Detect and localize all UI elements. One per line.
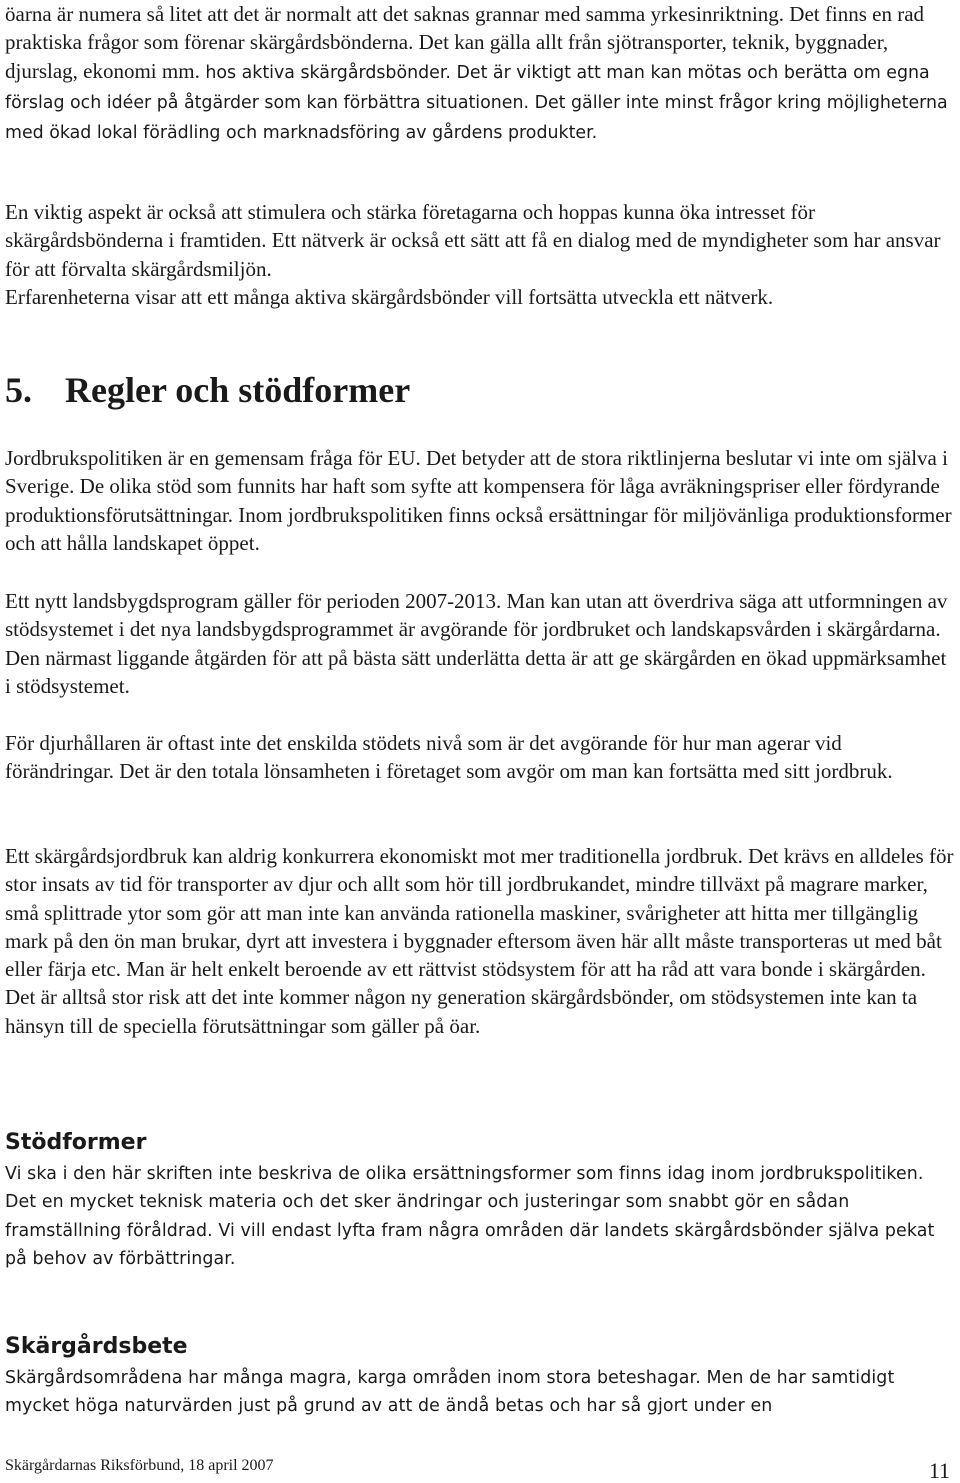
intro-paragraph-1 [5,0,955,147]
chapter-paragraph-3: För djurhållaren är oftast inte det enskilda stödets nivå som är det avgörande för hur man agerar vid förändringar. Det är den totala lönsamheten i företaget som avgör om man kan fortsätta med sitt jordbruk. [5,731,893,784]
stodformer-paragraph: Vi ska i den här skriften inte beskriva de olika ersättningsformer som finns idag inom jordbrukspolitiken. Det en mycket teknisk materia och det sker ändringar och justeringar som snabbt gör en sådan framställning föråldrad. Vi vill endast lyfta fram några områden där landets skärgårdsbönder själva pekat på behov av förbättringar. [5,1164,935,1269]
intro-paragraph-1-part1: öarna är numera så litet att det är normalt att det saknas grannar med samma yrkesinriktning. Det finns en rad praktiska frågor som förenar skärgårdsbönderna. Det kan gälla allt från sjötransporter, teknik, byggnader, djurslag, ekonomi mm. [5,2,925,83]
skargardsbete-paragraph: Skärgårdsområdena har många magra, karga områden inom stora beteshagar. Men de har samtidigt mycket höga naturvärden just på grund av att de ändå betas och har så gjort under en [5,1368,895,1417]
section-heading-stodformer: Stödformer [5,1130,147,1155]
chapter-number: 5. [5,370,32,410]
chapter-heading [5,366,410,414]
chapter-title: Regler och stödformer [65,370,411,410]
chapter-paragraph-1: Jordbrukspolitiken är en gemensam fråga för EU. Det betyder att de stora riktlinjerna beslutar vi inte om själva i Sverige. De olika stöd som funnits har haft som syfte att kompensera för låga avräkningspriser eller fördyrande produktionsförutsättningar. Inom jordbrukspolitiken finns också ersättningar för miljövänliga produktionsformer och att hålla landskapet öppet. [5,446,952,555]
intro-paragraph-2: En viktig aspekt är också att stimulera och stärka företagarna och hoppas kunna öka intresset för skärgårdsbönderna i framtiden. Ett nätverk är också ett sätt att få en dialog med de myndigheter som har ansvar för att förvalta skärgårdsmiljön. [5,200,941,281]
intro-paragraph-3: Erfarenheterna visar att ett många aktiva skärgårdsbönder vill fortsätta utveckla ett nätverk. [5,285,774,309]
page-number: 11 [928,1458,950,1483]
footer-organization-date: Skärgårdarnas Riksförbund, 18 april 2007 [5,1457,274,1474]
chapter-paragraph-2: Ett nytt landsbygdsprogram gäller för perioden 2007-2013. Man kan utan att överdriva säga att utformningen av stödsystemet i det nya landsbygdsprogrammet är avgörande för jordbruket och landskapsvården i skärgårdarna. Den närmast liggande åtgärden för att på bästa sätt underlätta detta är att ge skärgården en ökad uppmärksamhet i stödsystemet. [5,589,948,698]
intro-paragraph-1-part2: hos aktiva skärgårdsbönder. Det är viktigt att man kan mötas och berätta om egna förslag och idéer på åtgärder som kan förbättra situationen. Det gäller inte minst frågor kring möjligheterna med ökad lokal förädling och marknadsföring av gårdens produkter. [5,62,948,144]
section-heading-skargardsbete: Skärgårdsbete [5,1334,188,1359]
chapter-paragraph-4: Ett skärgårdsjordbruk kan aldrig konkurrera ekonomiskt mot mer traditionella jordbruk. Det krävs en alldeles för stor insats av tid för transporter av djur och allt som hör till jordbrukandet, mindre tillväxt på magrare marker, små splittrade ytor som gör att man inte kan använda rationella maskiner, svårigheter att hitta mer tillgänglig mark på den ön man brukar, dyrt att investera i byggnader eftersom även här allt måste transporteras ut med båt eller färja etc. Man är helt enkelt beroende av ett rättvist stödsystem för att ha råd att vara bonde i skärgården. Det är alltså stor risk att det inte kommer någon ny generation skärgårdsbönder, om stödsystemen inte kan ta hänsyn till de speciella förutsättningar som gäller på öar. [5,844,954,1038]
